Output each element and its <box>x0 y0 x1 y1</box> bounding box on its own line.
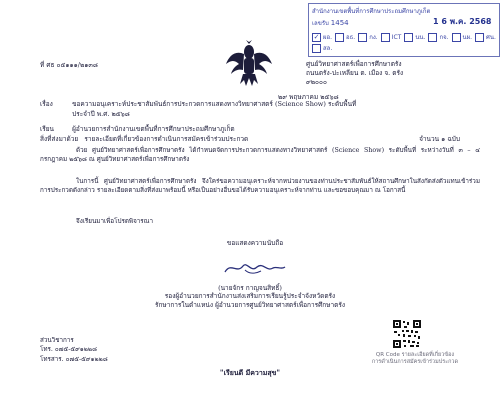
stamp-checkbox[interactable] <box>475 32 496 42</box>
stamp-number-row <box>312 18 349 28</box>
stamp-checkbox[interactable] <box>452 32 473 42</box>
signer-position <box>120 292 380 309</box>
checkbox-mark <box>428 33 437 42</box>
closing-phrase: ขอแสดงความนับถือ <box>226 239 284 247</box>
sender-address <box>306 60 403 87</box>
contact-block <box>40 336 108 364</box>
enclosure-label: สิ่งที่ส่งมาด้วย <box>40 135 79 143</box>
stamp-checkbox[interactable] <box>312 43 332 53</box>
stamp-checkbox[interactable] <box>335 32 355 42</box>
recipient-text: ผู้อำนวยการสำนักงานเขตพื้นที่การศึกษาประถมศึกษาภูเก็ต <box>72 125 235 133</box>
enclosure-count: จำนวน ๑ ฉบับ <box>419 135 460 143</box>
stamp-number-value: 1454 <box>330 19 349 27</box>
garuda-emblem-icon <box>225 40 273 90</box>
sender-address-line2: ถนนตรัง-ปะเหลียน ต. เมือง จ. ตรัง <box>306 69 404 77</box>
stamp-number-label: เลขรับ <box>312 20 329 27</box>
body-paragraph-3: จึงเรียนมาเพื่อโปรดพิจารณา <box>76 218 154 225</box>
subject-line <box>40 100 480 119</box>
stamp-checkbox-label: นผ. <box>462 34 473 41</box>
sender-address-line3: ๙๒๐๐๐ <box>306 78 327 86</box>
checkbox-mark <box>452 33 461 42</box>
qr-code-icon[interactable] <box>393 320 421 348</box>
stamp-checkbox[interactable] <box>404 32 425 42</box>
sender-address-line1: ศูนย์วิทยาศาสตร์เพื่อการศึกษาตรัง <box>306 60 402 68</box>
signature-icon <box>215 258 295 278</box>
stamp-checkbox[interactable] <box>428 32 448 42</box>
stamp-checkbox-label: กง. <box>369 34 378 41</box>
enclosure-text: รายละเอียดที่เกี่ยวข้องการดำเนินการสมัครเข้าร่วมประกวด <box>84 135 249 143</box>
contact-phone: โทร. ๐๗๕-๕๙๑๒๒๘ <box>40 346 97 354</box>
subject-label: เรื่อง <box>40 100 53 108</box>
document-date: ๒๙ พฤษภาคม ๒๕๖๘ <box>278 93 339 101</box>
stamp-checkbox-label: ศน. <box>486 34 496 41</box>
stamp-checkbox-label: ผอ. <box>323 34 333 41</box>
contact-fax: โทรสาร. ๐๗๕-๕๙๑๒๒๘ <box>40 355 108 363</box>
checkbox-mark <box>358 33 367 42</box>
stamp-checkbox-group <box>312 32 496 53</box>
signer-position-line2: รักษาการในตำแหน่ง ผู้อำนวยการศูนย์วิทยาศาสตร์เพื่อการศึกษาตรัง <box>154 300 346 309</box>
contact-department: ส่วนวิชาการ <box>40 337 74 344</box>
recipient-line <box>40 124 235 134</box>
checkbox-mark <box>475 33 484 42</box>
stamp-checkbox-label: กจ. <box>439 34 449 41</box>
stamp-checkbox[interactable] <box>358 32 377 42</box>
stamp-checkbox-label: สล. <box>323 45 333 52</box>
stamp-office: สำนักงานเขตพื้นที่การศึกษาประถมศึกษาภูเก็ต <box>312 8 431 15</box>
enclosure-line <box>40 134 480 144</box>
receipt-stamp <box>308 3 500 57</box>
body-paragraph-1: ด้วย ศูนย์วิทยาศาสตร์เพื่อการศึกษาตรัง ได้กำหนดจัดการประกวดการแสดงทางวิทยาศาสตร์ (Science Show) ระดับพื้นที่ ระหว่างวันที่ ๓ – ๔ กรกฎาคม ๒๕๖๘ ณ ศูนย์วิทยาศาสตร์เพื่อการศึกษาตรัง <box>40 147 480 164</box>
qr-caption <box>360 352 470 366</box>
subject-text: ขอความอนุเคราะห์ประชาสัมพันธ์การประกวดการแสดงทางวิทยาศาสตร์ (Science Show) ระดับพื้นที่ <box>72 100 357 108</box>
stamp-checkbox-label: นน. <box>415 34 426 41</box>
checkbox-mark <box>312 44 321 53</box>
signer-position-line1: รองผู้อำนวยการสำนักงานส่งเสริมการเรียนรู้ประจำจังหวัดตรัง <box>164 292 336 300</box>
checkbox-mark <box>335 33 344 42</box>
checkbox-mark <box>381 33 390 42</box>
stamp-checkbox[interactable] <box>381 32 402 42</box>
stamp-checkbox-label: อธ. <box>346 34 356 41</box>
subject-text-cont: ประจำปี พ.ศ. ๒๕๖๘ <box>72 109 130 118</box>
slogan: "เรียนดี มีความสุข" <box>219 368 281 377</box>
document-number: ที่ ศธ ๐๕๑๑๑/๒๑๓๘ <box>40 61 98 69</box>
checkbox-mark <box>404 33 413 42</box>
qr-caption-line1: QR Code รายละเอียดที่เกี่ยวข้อง <box>375 352 455 358</box>
qr-caption-line2: การดำเนินการสมัครเข้าร่วมประกวด <box>371 359 459 365</box>
recipient-label: เรียน <box>40 125 54 133</box>
stamp-checkbox-label: ICT <box>391 33 402 41</box>
body-paragraph-2: ในการนี้ ศูนย์วิทยาศาสตร์เพื่อการศึกษาตรัง จึงใคร่ขอความอนุเคราะห์จากหน่วยงานของท่านประชาสัมพันธ์ให้สถานศึกษาในสังกัดส่งตัวแทนเข้าร่วมการประกวดดังกล่าว รายละเอียดตามสิ่งที่ส่งมาพร้อมนี้ หรือเป็นอย่างอื่นขอได้รับความอนุเคราะห์จากท่าน และขอขอบคุณมา ณ โอกาสนี้ <box>40 178 480 195</box>
stamp-date: 1 6 พ.ค. 2568 <box>433 17 492 26</box>
stamp-checkbox[interactable] <box>312 32 332 42</box>
checkbox-mark: ✓ <box>313 32 320 41</box>
signer-name: (นายจักร กาญจนสิทธิ์) <box>218 284 282 292</box>
